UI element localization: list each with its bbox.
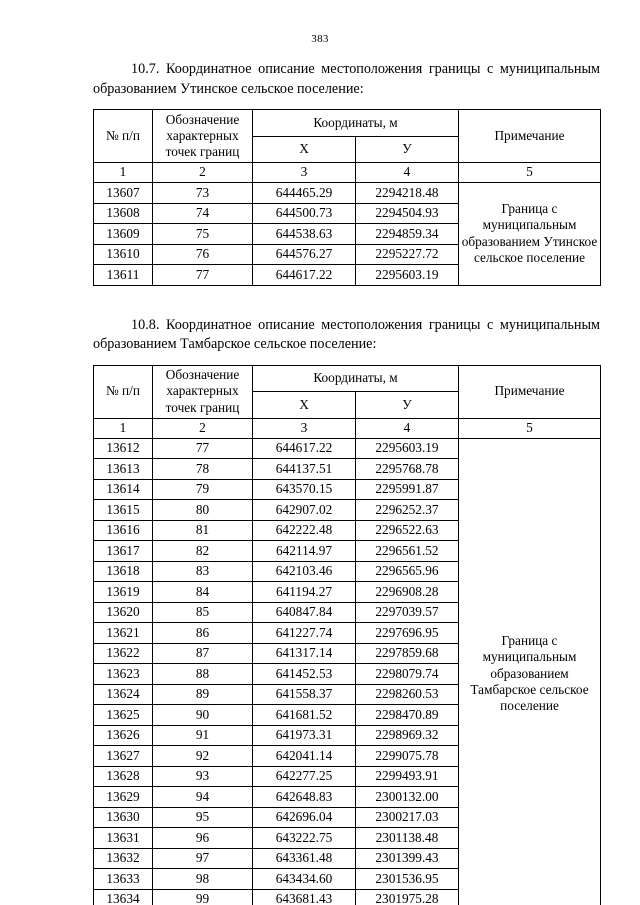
section-title-10-7: Координатное описание местоположения границы с муниципальным образованием Утинское сельское поселение: bbox=[93, 61, 600, 97]
cell-y: 2301975.28 bbox=[356, 889, 459, 905]
cell-index: 13620 bbox=[94, 602, 153, 623]
cell-point-number: 88 bbox=[153, 664, 253, 685]
cell-point-number: 89 bbox=[153, 684, 253, 705]
table-header-10-7 bbox=[94, 110, 601, 183]
cell-x: 644538.63 bbox=[253, 224, 356, 245]
header-cell-y: У bbox=[356, 392, 459, 419]
section-number-10-7: 10.7. bbox=[131, 61, 160, 77]
cell-x: 642103.46 bbox=[253, 561, 356, 582]
coordinate-table-10-7 bbox=[93, 109, 601, 286]
cell-x: 644576.27 bbox=[253, 244, 356, 265]
cell-y: 2297859.68 bbox=[356, 643, 459, 664]
cell-x: 642277.25 bbox=[253, 766, 356, 787]
cell-x: 644137.51 bbox=[253, 459, 356, 480]
cell-index: 13630 bbox=[94, 807, 153, 828]
cell-point-number: 92 bbox=[153, 746, 253, 767]
cell-point-number: 82 bbox=[153, 541, 253, 562]
cell-index: 13627 bbox=[94, 746, 153, 767]
table-row bbox=[94, 438, 601, 459]
cell-x: 644617.22 bbox=[253, 265, 356, 286]
cell-point-number: 84 bbox=[153, 582, 253, 603]
cell-index: 13618 bbox=[94, 561, 153, 582]
cell-y: 2299075.78 bbox=[356, 746, 459, 767]
cell-x: 642907.02 bbox=[253, 500, 356, 521]
header-cell-note: Примечание bbox=[459, 365, 601, 418]
cell-index: 13622 bbox=[94, 643, 153, 664]
section-heading-10-8 bbox=[93, 316, 600, 355]
cell-x: 642222.48 bbox=[253, 520, 356, 541]
column-number-2: 2 bbox=[153, 163, 253, 183]
cell-x: 641558.37 bbox=[253, 684, 356, 705]
cell-index: 13607 bbox=[94, 183, 153, 204]
cell-point-number: 94 bbox=[153, 787, 253, 808]
cell-index: 13616 bbox=[94, 520, 153, 541]
cell-y: 2296252.37 bbox=[356, 500, 459, 521]
coordinate-table-wrapper-10-8 bbox=[93, 365, 600, 905]
coordinate-table-10-8 bbox=[93, 365, 601, 905]
cell-point-number: 81 bbox=[153, 520, 253, 541]
cell-x: 642114.97 bbox=[253, 541, 356, 562]
cell-index: 13626 bbox=[94, 725, 153, 746]
cell-point-number: 79 bbox=[153, 479, 253, 500]
cell-y: 2294218.48 bbox=[356, 183, 459, 204]
cell-y: 2297696.95 bbox=[356, 623, 459, 644]
cell-y: 2294504.93 bbox=[356, 203, 459, 224]
cell-x: 644465.29 bbox=[253, 183, 356, 204]
cell-index: 13621 bbox=[94, 623, 153, 644]
cell-x: 644617.22 bbox=[253, 438, 356, 459]
table-header-10-8 bbox=[94, 365, 601, 438]
cell-x: 642696.04 bbox=[253, 807, 356, 828]
column-number-1: 1 bbox=[94, 418, 153, 438]
cell-point-number: 90 bbox=[153, 705, 253, 726]
cell-x: 641681.52 bbox=[253, 705, 356, 726]
cell-index: 13631 bbox=[94, 828, 153, 849]
header-cell-coordinates-group: Координаты, м bbox=[253, 110, 459, 137]
cell-y: 2298260.53 bbox=[356, 684, 459, 705]
cell-y: 2298079.74 bbox=[356, 664, 459, 685]
header-cell-point-designation: Обозначение характерных точек границ bbox=[153, 365, 253, 418]
column-number-1: 1 bbox=[94, 163, 153, 183]
cell-index: 13623 bbox=[94, 664, 153, 685]
cell-index: 13615 bbox=[94, 500, 153, 521]
cell-y: 2296522.63 bbox=[356, 520, 459, 541]
header-row-numbering bbox=[94, 418, 601, 438]
column-number-4: 4 bbox=[356, 418, 459, 438]
header-cell-coordinates-group: Координаты, м bbox=[253, 365, 459, 392]
cell-point-number: 83 bbox=[153, 561, 253, 582]
cell-point-number: 76 bbox=[153, 244, 253, 265]
header-row-primary bbox=[94, 110, 601, 137]
cell-point-number: 78 bbox=[153, 459, 253, 480]
cell-x: 643681.43 bbox=[253, 889, 356, 905]
cell-y: 2300132.00 bbox=[356, 787, 459, 808]
table-row bbox=[94, 183, 601, 204]
page-number: 383 bbox=[311, 33, 329, 45]
cell-x: 643434.60 bbox=[253, 869, 356, 890]
section-number-10-8: 10.8. bbox=[131, 316, 160, 333]
cell-x: 641452.53 bbox=[253, 664, 356, 685]
cell-point-number: 74 bbox=[153, 203, 253, 224]
cell-point-number: 87 bbox=[153, 643, 253, 664]
cell-y: 2301138.48 bbox=[356, 828, 459, 849]
cell-y: 2298470.89 bbox=[356, 705, 459, 726]
header-row-numbering bbox=[94, 163, 601, 183]
section-title-10-8: Координатное описание местоположения границы с муниципальным образованием Тамбарское сельское поселение: bbox=[93, 316, 600, 352]
table-body-10-7 bbox=[94, 183, 601, 286]
cell-x: 643570.15 bbox=[253, 479, 356, 500]
cell-index: 13628 bbox=[94, 766, 153, 787]
page-content bbox=[93, 60, 600, 905]
cell-point-number: 96 bbox=[153, 828, 253, 849]
cell-y: 2296908.28 bbox=[356, 582, 459, 603]
cell-y: 2298969.32 bbox=[356, 725, 459, 746]
cell-y: 2299493.91 bbox=[356, 766, 459, 787]
cell-point-number: 97 bbox=[153, 848, 253, 869]
column-number-4: 4 bbox=[356, 163, 459, 183]
cell-point-number: 77 bbox=[153, 265, 253, 286]
cell-index: 13613 bbox=[94, 459, 153, 480]
cell-index: 13610 bbox=[94, 244, 153, 265]
cell-index: 13611 bbox=[94, 265, 153, 286]
cell-x: 642041.14 bbox=[253, 746, 356, 767]
cell-y: 2296565.96 bbox=[356, 561, 459, 582]
cell-x: 643361.48 bbox=[253, 848, 356, 869]
cell-index: 13632 bbox=[94, 848, 153, 869]
table-body-10-8 bbox=[94, 438, 601, 905]
column-number-2: 2 bbox=[153, 418, 253, 438]
cell-y: 2296561.52 bbox=[356, 541, 459, 562]
cell-x: 641194.27 bbox=[253, 582, 356, 603]
header-row-primary bbox=[94, 365, 601, 392]
cell-point-number: 91 bbox=[153, 725, 253, 746]
cell-y: 2295227.72 bbox=[356, 244, 459, 265]
header-cell-index: № п/п bbox=[94, 365, 153, 418]
cell-x: 641973.31 bbox=[253, 725, 356, 746]
cell-point-number: 86 bbox=[153, 623, 253, 644]
cell-y: 2301536.95 bbox=[356, 869, 459, 890]
cell-y: 2295768.78 bbox=[356, 459, 459, 480]
coordinate-table-wrapper-10-7 bbox=[93, 109, 600, 286]
section-heading-10-7 bbox=[93, 60, 600, 99]
cell-point-number: 99 bbox=[153, 889, 253, 905]
cell-index: 13633 bbox=[94, 869, 153, 890]
column-number-3: 3 bbox=[253, 163, 356, 183]
cell-point-number: 77 bbox=[153, 438, 253, 459]
cell-note: Граница с муниципальным образованием Тамбарское сельское поселение bbox=[459, 438, 601, 905]
cell-y: 2300217.03 bbox=[356, 807, 459, 828]
cell-x: 644500.73 bbox=[253, 203, 356, 224]
cell-index: 13617 bbox=[94, 541, 153, 562]
header-cell-index: № п/п bbox=[94, 110, 153, 163]
cell-x: 640847.84 bbox=[253, 602, 356, 623]
cell-point-number: 75 bbox=[153, 224, 253, 245]
cell-index: 13625 bbox=[94, 705, 153, 726]
column-number-5: 5 bbox=[459, 163, 601, 183]
cell-y: 2295603.19 bbox=[356, 438, 459, 459]
header-cell-x: X bbox=[253, 136, 356, 163]
cell-point-number: 93 bbox=[153, 766, 253, 787]
cell-note: Граница с муниципальным образованием Утинское сельское поселение bbox=[459, 183, 601, 286]
cell-x: 642648.83 bbox=[253, 787, 356, 808]
cell-x: 643222.75 bbox=[253, 828, 356, 849]
cell-index: 13624 bbox=[94, 684, 153, 705]
cell-y: 2295991.87 bbox=[356, 479, 459, 500]
cell-index: 13614 bbox=[94, 479, 153, 500]
cell-y: 2295603.19 bbox=[356, 265, 459, 286]
header-cell-y: У bbox=[356, 136, 459, 163]
cell-point-number: 98 bbox=[153, 869, 253, 890]
cell-point-number: 73 bbox=[153, 183, 253, 204]
header-cell-x: X bbox=[253, 392, 356, 419]
cell-point-number: 95 bbox=[153, 807, 253, 828]
cell-index: 13612 bbox=[94, 438, 153, 459]
cell-y: 2294859.34 bbox=[356, 224, 459, 245]
cell-index: 13634 bbox=[94, 889, 153, 905]
cell-y: 2297039.57 bbox=[356, 602, 459, 623]
cell-x: 641317.14 bbox=[253, 643, 356, 664]
cell-index: 13619 bbox=[94, 582, 153, 603]
cell-index: 13629 bbox=[94, 787, 153, 808]
cell-index: 13608 bbox=[94, 203, 153, 224]
header-cell-point-designation: Обозначение характерных точек границ bbox=[153, 110, 253, 163]
column-number-3: 3 bbox=[253, 418, 356, 438]
cell-point-number: 80 bbox=[153, 500, 253, 521]
cell-index: 13609 bbox=[94, 224, 153, 245]
cell-x: 641227.74 bbox=[253, 623, 356, 644]
header-cell-note: Примечание bbox=[459, 110, 601, 163]
column-number-5: 5 bbox=[459, 418, 601, 438]
cell-point-number: 85 bbox=[153, 602, 253, 623]
cell-y: 2301399.43 bbox=[356, 848, 459, 869]
